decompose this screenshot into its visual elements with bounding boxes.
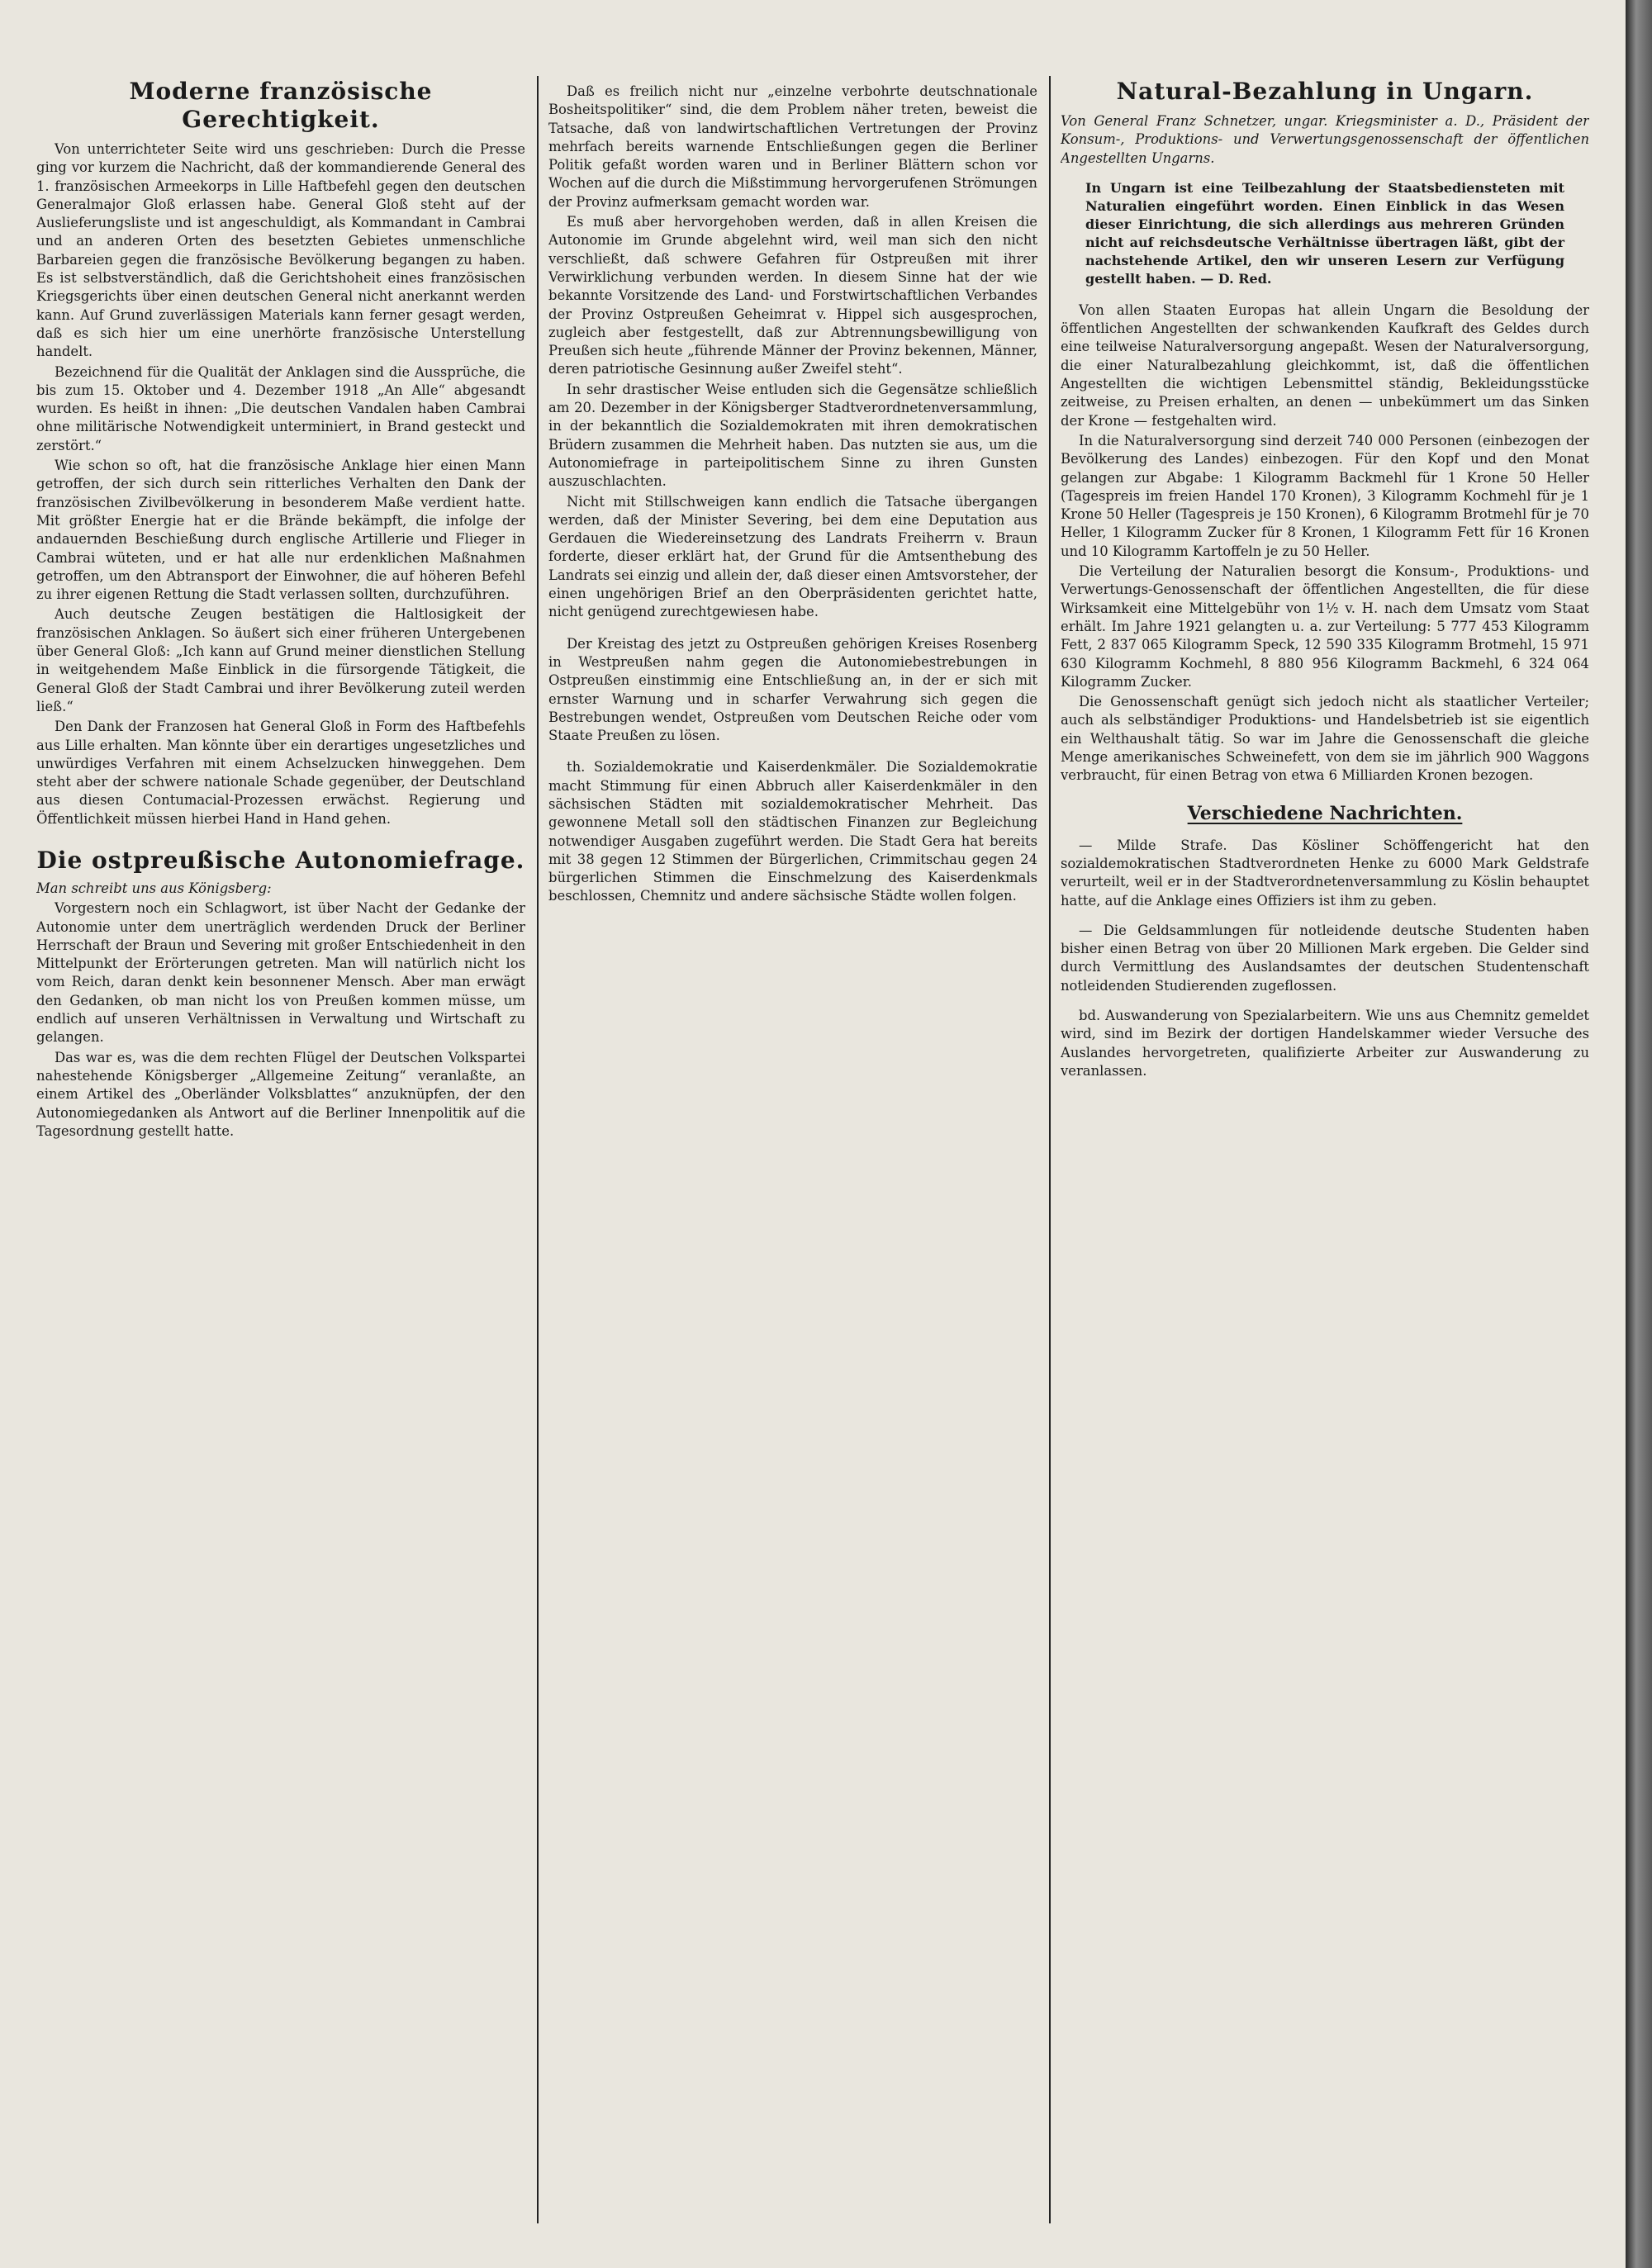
column-rule xyxy=(537,76,539,2223)
column-right xyxy=(1061,76,1589,2235)
article-paragraph: th. Sozialdemokratie und Kaiserdenkmäler. Die Sozialdemokratie macht Stimmung für einen Abbruch aller Kaiserdenkmäler in den sächsischen Städten mit sozialdemokratischer Mehrheit. Das gewonnene Metall soll den städtischen Finanzen zur Begleichung notwendiger Ausgaben zugeführt werden. Die Stadt Gera hat bereits mit 38 gegen 12 Stimmen der Bürgerlichen, Crimmitschau gegen 24 bürgerlichen Stimmen die Einschmelzung des Kaiserdenkmals beschlossen, Chemnitz und andere sächsische Städte wollen folgen. xyxy=(548,759,1037,904)
article-paragraph: Wie schon so oft, hat die französische Anklage hier einen Mann getroffen, der sich durch sein ritterliches Verhalten den Dank der französischen Zivilbevölkerung in besonderem Maße verdient hatte. Mit größter Energie hat er die Brände bekämpft, die infolge der andauernden Beschießung durch englische Artillerie und Flieger in Cambrai wüteten, und er hat alle nur erdenklichen Maßnahmen getroffen, um den Abtransport der Einwohner, die auf höheren Befehl zu ihrer eigenen Rettung die Stadt verlassen sollten, durchzuführen. xyxy=(36,458,525,603)
article-paragraph: In sehr drastischer Weise entluden sich die Gegensätze schließlich am 20. Dezember in der Königsberger Stadtverordnetenversammlung, in der bekanntlich die Sozialdemokraten mit ihren demokratischen Brüdern zusammen die Mehrheit haben. Das nutzten sie aus, um die Autonomiefrage in parteipolitischem Sinne zu ihren Gunsten auszuschlachten. xyxy=(548,381,1037,490)
article-paragraph: Es muß aber hervorgehoben werden, daß in allen Kreisen die Autonomie im Grunde abgelehnt wird, weil man sich den nicht verschließt, daß schwere Gefahren für Ostpreußen mit ihrer Verwirklichung verbunden werden. In diesem Sinne hat der wie bekannte Vorsitzende des Land- und Forstwirtschaftlichen Verbandes der Provinz Ostpreußen Geheimrat v. Hippel sich ausgesprochen, zugleich aber festgestellt, daß zur Abtrennungsbewilligung von Preußen sich heute „führende Männer der Provinz bekennen, Männer, deren patriotische Gesinnung außer Zweifel steht“. xyxy=(548,214,1037,377)
article-paragraph: Vorgestern noch ein Schlagwort, ist über Nacht der Gedanke der Autonomie unter dem unerträglich werdenden Druck der Berliner Herrschaft der Braun und Severing mit großer Entschiedenheit in den Mittelpunkt der Erörterungen getreten. Man will natürlich nicht los vom Reich, daran denkt kein besonnener Mensch. Aber man erwägt den Gedanken, ob man nicht los von Preußen kommen müsse, um endlich auf unseren Verhältnissen in Verwaltung und Wirtschaft zu gelangen. xyxy=(36,900,525,1046)
article-paragraph: Daß es freilich nicht nur „einzelne verbohrte deutschnationale Bosheitspolitiker“ sind, die dem Problem näher treten, beweist die Tatsache, daß von landwirtschaftlichen Vertretungen der Provinz mehrfach bereits warnende Entschließungen gegen die Berliner Politik gefaßt worden waren und in Berliner Blättern schon vor Wochen auf die durch die Mißstimmung hervorgerufenen Strömungen der Provinz aufmerksam gemacht worden war. xyxy=(548,83,1037,210)
article-paragraph: Das war es, was die dem rechten Flügel der Deutschen Volkspartei nahestehende Königsberger „Allgemeine Zeitung“ veranlaßte, an einem Artikel des „Oberländer Volksblattes“ anzuknüpfen, der den Autonomiegedanken als Antwort auf die Berliner Innenpolitik auf die Tagesordnung gestellt hatte. xyxy=(36,1049,525,1139)
article-paragraph: Die Verteilung der Naturalien besorgt die Konsum-, Produktions- und Verwertungs-Genossenschaft der öffentlichen Angestellten, die für diese Wirksamkeit eine Mittelgebühr von 1½ v. H. nach dem Umsatz vom Staat erhält. Im Jahre 1921 gelangten u. a. zur Verteilung: 5 777 453 Kilogramm Fett, 2 837 065 Kilogramm Speck, 12 590 335 Kilogramm Brotmehl, 15 971 630 Kilogramm Kochmehl, 8 880 956 Kilogramm Backmehl, 6 324 064 Kilogramm Zucker. xyxy=(1061,563,1589,690)
section-divider xyxy=(548,624,1037,635)
news-item: — Milde Strafe. Das Kösliner Schöffengericht hat den sozialdemokratischen Stadtverordneten Henke zu 6000 Mark Geldstrafe verurteilt, weil er in der Stadtverordnetenversammlung zu Köslin behauptet hatte, auf die Anklage eines Offiziers ist ihm zu geben. xyxy=(1061,837,1589,909)
article-paragraph: Nicht mit Stillschweigen kann endlich die Tatsache übergangen werden, daß der Minister Severing, bei dem eine Deputation aus Gerdauen die Wiedereinsetzung des Landrats Freiherrn v. Braun forderte, dieser erklärt hat, der Grund für die Amtsenthebung des Landrats sei einzig und allein der, daß dieser einen Amtsvorsteher, der einen ungehörigen Brief an den Oberpräsidenten gerichtet hatte, nicht genügend zurechtgewiesen habe. xyxy=(548,493,1037,620)
article-paragraph: Bezeichnend für die Qualität der Anklagen sind die Aussprüche, die bis zum 15. Oktober und 4. Dezember 1918 „An Alle“ abgesandt wurden. Es heißt in ihnen: „Die deutschen Vandalen haben Cambrai ohne militärische Notwendigkeit unterminiert, in Brand gesteckt und zerstört.“ xyxy=(36,363,525,453)
article-paragraph: Von unterrichteter Seite wird uns geschrieben: Durch die Presse ging vor kurzem die Nachricht, daß der kommandierende General des 1. französischen Armeekorps in Lille Haftbefehl gegen den deutschen Generalmajor Gloß erlassen habe. General Gloß steht auf der Auslieferungsliste und ist angeschuldigt, als Kommandant in Cambrai und an anderen Orten des besetzten Gebietes unmenschliche Barbareien gegen die französische Bevölkerung begangen zu haben. Es ist selbstverständlich, daß die Gerichtshoheit eines französischen Kriegsgerichts über einen deutschen General nicht anerkannt werden kann. Auf Grund zuverlässigen Materials kann ferner gesagt werden, daß es sich hier um eine unerhörte französische Unterstellung handelt. xyxy=(36,141,525,360)
column-rule xyxy=(1049,76,1051,2223)
article-subline: Man schreibt uns aus Königsberg: xyxy=(36,880,272,896)
section-divider xyxy=(548,747,1037,758)
headline-misc-news: Verschiedene Nachrichten. xyxy=(1187,802,1463,824)
headline-autonomy-question: Die ostpreußische Autonomiefrage. xyxy=(36,846,525,874)
article-byline: Von General Franz Schnetzer, ungar. Kriegsminister a. D., Präsident der Konsum-, Produktions- und Verwertungsgenossenschaft der öffentlichen Angestellten Ungarns. xyxy=(1061,113,1589,166)
column-middle xyxy=(548,83,1037,2235)
scan-binding-edge xyxy=(1626,0,1652,2268)
article-paragraph: Den Dank der Franzosen hat General Gloß in Form des Haftbefehls aus Lille erhalten. Man könnte über ein derartiges ungesetzliches und unwürdiges Verfahren mit einem Achselzucken hinweggehen. Dem steht aber der schwere nationale Schade gegenüber, der Deutschland aus diesen Contumacial-Prozessen erwächst. Regierung und Öffentlichkeit müssen hierbei Hand in Hand gehen. xyxy=(36,719,525,827)
article-paragraph: Von allen Staaten Europas hat allein Ungarn die Besoldung der öffentlichen Angestellten der schwankenden Kaufkraft des Geldes durch eine teilweise Naturalversorgung angepaßt. Wesen der Naturalversorgung, die einer Naturalbezahlung gleichkommt, ist, daß die öffentlichen Angestellten die wichtigen Lebensmittel ständig, Bekleidungsstücke zeitweise, zu Preisen erhalten, an denen — unbekümmert um das Sinken der Krone — festgehalten wird. xyxy=(1061,301,1589,429)
headline-french-justice: Moderne französische Gerechtigkeit. xyxy=(129,78,433,133)
article-paragraph: Auch deutsche Zeugen bestätigen die Haltlosigkeit der französischen Anklagen. So äußert sich einer früheren Untergebenen über General Gloß: „Ich kann auf Grund meiner dienstlichen Stellung in weitgehendem Maße Einblick in die fürsorgende Tätigkeit, die General Gloß der Stadt Cambrai und ihrer Bevölkerung zuteil werden ließ.“ xyxy=(36,606,525,714)
article-paragraph: Der Kreistag des jetzt zu Ostpreußen gehörigen Kreises Rosenberg in Westpreußen nahm gegen die Autonomiebestrebungen in Ostpreußen einstimmig eine Entschließung an, in der er sich mit ernster Warnung und in scharfer Verwahrung sich gegen die Bestrebungen wendet, Ostpreußen vom Deutschen Reiche oder vom Staate Preußen zu lösen. xyxy=(548,635,1037,744)
editor-note: In Ungarn ist eine Teilbezahlung der Staatsbediensteten mit Naturalien eingeführt worden. Einen Einblick in das Wesen dieser Einrichtung, die sich allerdings aus mehreren Gründen nicht auf reichsdeutsche Verhältnisse übertragen läßt, gibt der nachstehende Artikel, den wir unseren Lesern zur Verfügung gestellt haben. — D. Red. xyxy=(1085,179,1564,287)
headline-natural-payment: Natural-Bezahlung in Ungarn. xyxy=(1116,78,1534,105)
news-item: bd. Auswanderung von Spezialarbeitern. Wie uns aus Chemnitz gemeldet wird, sind im Bezirk der dortigen Handelskammer wieder Versuche des Auslandes hervorgetreten, qualifizierte Arbeiter zur Auswanderung zu veranlassen. xyxy=(1061,1007,1589,1079)
column-left xyxy=(36,76,525,2235)
article-paragraph: In die Naturalversorgung sind derzeit 740 000 Personen (einbezogen der Bevölkerung des Landes) einbezogen. Für den Kopf und den Monat gelangen zur Abgabe: 1 Kilogramm Backmehl für 1 Krone 50 Heller (Tagespreis im freien Handel 170 Kronen), 3 Kilogramm Kochmehl für je 1 Krone 50 Heller (Tagespreis je 150 Kronen), 6 Kilogramm Brotmehl für je 70 Heller, 1 Kilogramm Zucker für 8 Kronen, 1 Kilogramm Fett für 16 Kronen und 10 Kilogramm Kartoffeln je zu 50 Heller. xyxy=(1061,432,1589,559)
article-paragraph: Die Genossenschaft genügt sich jedoch nicht als staatlicher Verteiler; auch als selbständiger Produktions- und Handelsbetrieb ist sie eigentlich ein Welthaushalt tätig. So war im Jahre die Genossenschaft die gleiche Menge amerikanisches Schweinefett, von dem sie im jährlich 900 Waggons verbraucht, für einen Betrag von etwa 6 Milliarden Kronen bezogen. xyxy=(1061,694,1589,784)
news-item: — Die Geldsammlungen für notleidende deutsche Studenten haben bisher einen Betrag von über 20 Millionen Mark ergeben. Die Gelder sind durch Vermittlung des Auslandsamtes der deutschen Studentenschaft notleidenden Studierenden zugeflossen. xyxy=(1061,922,1589,994)
